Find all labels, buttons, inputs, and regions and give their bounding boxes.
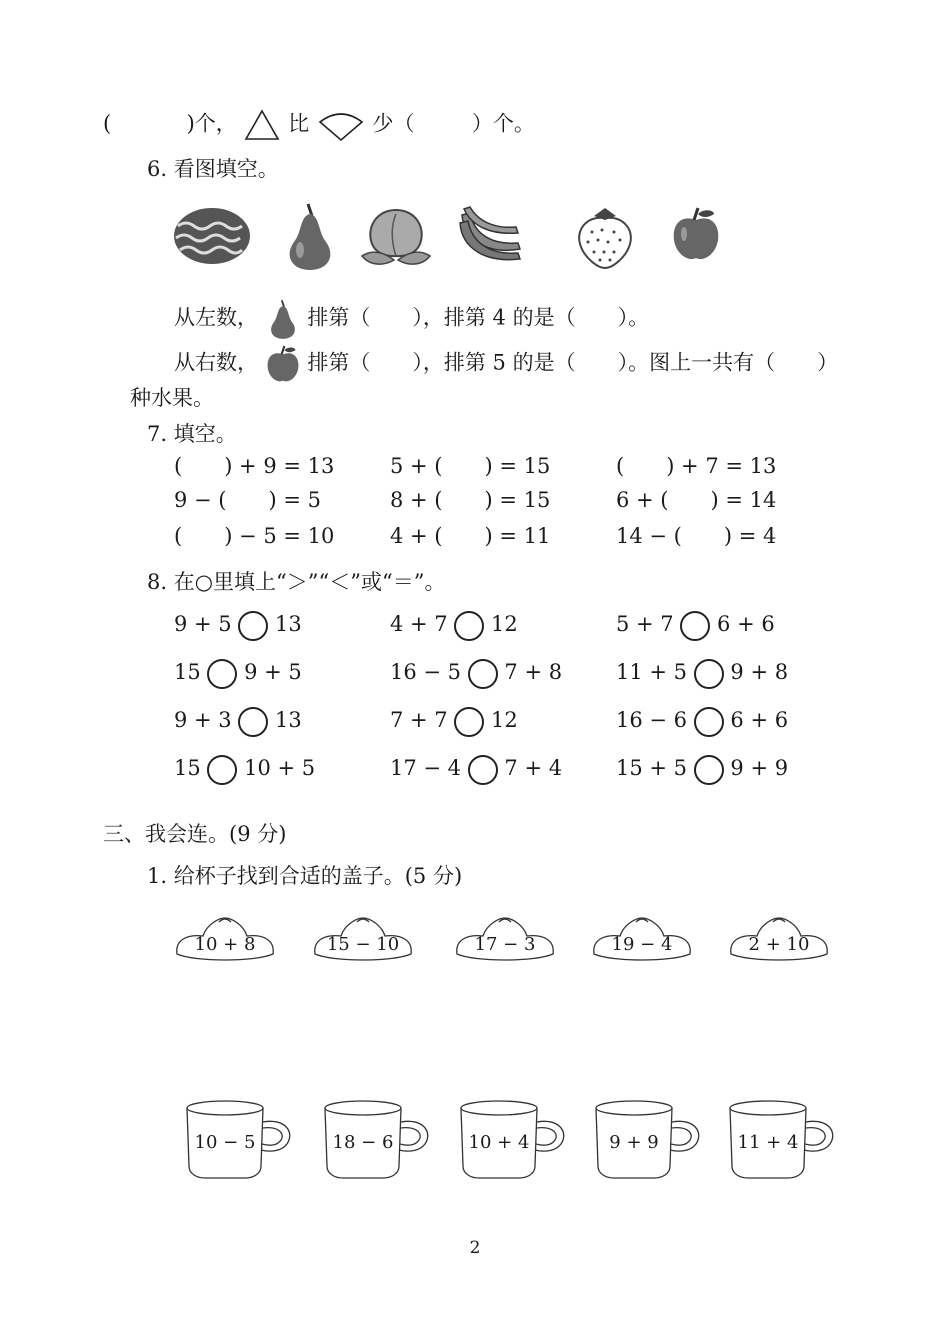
q8-right: 6 + 6 xyxy=(717,612,775,636)
compare-circle[interactable] xyxy=(694,755,724,785)
q8-left: 7 + 7 xyxy=(390,708,448,732)
q8-right: 12 xyxy=(491,708,518,732)
q7-r2c0: ( ) − 5 = 10 xyxy=(174,524,335,548)
q8-left: 15 xyxy=(174,660,201,684)
lid-label: 10 + 8 xyxy=(194,934,256,955)
compare-circle[interactable] xyxy=(468,755,498,785)
q6-title: 6. 看图填空。 xyxy=(147,157,279,181)
q8-right: 12 xyxy=(491,612,518,636)
q8-item xyxy=(390,754,562,785)
q7-r2c2: 14 − ( ) = 4 xyxy=(616,524,777,548)
q8-right: 9 + 8 xyxy=(730,660,789,684)
fan-shape-icon xyxy=(316,108,366,142)
q8-item xyxy=(390,610,518,641)
pear-icon xyxy=(282,200,338,272)
apple-icon xyxy=(670,206,722,262)
q8-item xyxy=(390,658,562,689)
banana-icon xyxy=(456,205,524,267)
q6-line1 xyxy=(174,298,649,340)
q8-right: 7 + 8 xyxy=(504,660,563,684)
q8-item xyxy=(390,706,518,737)
q6-line1-text: 排第（ ），排第 4 的是（ ）。 xyxy=(307,305,650,330)
apple-icon xyxy=(265,344,301,384)
paren-close-ge: )个， xyxy=(186,111,237,136)
q6-line2 xyxy=(174,344,838,384)
watermelon-icon xyxy=(172,206,252,266)
q8-left: 5 + 7 xyxy=(616,612,674,636)
q8-left: 9 + 3 xyxy=(174,708,232,732)
lid-label: 15 − 10 xyxy=(326,934,400,955)
section3-title: 三、我会连。(9 分) xyxy=(103,822,287,846)
pear-icon xyxy=(265,298,301,340)
q6-line1-prefix: 从左数， xyxy=(174,305,258,330)
compare-circle[interactable] xyxy=(694,707,724,737)
cup-label: 10 − 5 xyxy=(194,1132,256,1153)
lid-label: 19 − 4 xyxy=(611,934,673,955)
compare-circle[interactable] xyxy=(694,659,724,689)
q8-left: 9 + 5 xyxy=(174,612,232,636)
cup-label: 9 + 9 xyxy=(609,1132,659,1153)
q7-r0c2: ( ) + 7 = 13 xyxy=(616,454,777,478)
top-line xyxy=(103,108,535,142)
q7-r1c1: 8 + ( ) = 15 xyxy=(390,488,551,512)
peach-icon xyxy=(358,204,434,268)
q8-title: 8. 在○里填上“＞”“＜”或“＝”。 xyxy=(147,570,446,594)
q8-right: 9 + 9 xyxy=(730,756,789,780)
cup-label: 18 − 6 xyxy=(332,1132,394,1153)
q8-left: 11 + 5 xyxy=(616,660,688,684)
compare-circle[interactable] xyxy=(238,611,268,641)
q8-right: 13 xyxy=(275,612,302,636)
compare-circle[interactable] xyxy=(680,611,710,641)
paren-open: ( xyxy=(103,111,112,136)
q8-item xyxy=(616,706,788,737)
compare-circle[interactable] xyxy=(238,707,268,737)
compare-circle[interactable] xyxy=(207,659,237,689)
lid-label: 2 + 10 xyxy=(748,934,810,955)
q8-item xyxy=(174,706,302,737)
q8-right: 13 xyxy=(275,708,302,732)
q8-right: 10 + 5 xyxy=(244,756,316,780)
q7-r1c2: 6 + ( ) = 14 xyxy=(616,488,777,512)
q7-r1c0: 9 − ( ) = 5 xyxy=(174,488,321,512)
q6-line3: 种水果。 xyxy=(130,386,214,410)
q8-right: 6 + 6 xyxy=(730,708,789,732)
q6-line2-text: 排第（ ），排第 5 的是（ ）。图上一共有（ ） xyxy=(307,350,839,375)
q7-title: 7. 填空。 xyxy=(147,422,237,446)
q8-left: 15 xyxy=(174,756,201,780)
paren-close-ge-2: ）个。 xyxy=(471,111,535,136)
q8-item xyxy=(174,754,315,785)
q8-left: 16 − 6 xyxy=(616,708,688,732)
q7-r0c1: 5 + ( ) = 15 xyxy=(390,454,551,478)
cup-label: 10 + 4 xyxy=(468,1132,530,1153)
lid-label: 17 − 3 xyxy=(474,934,536,955)
q7-r2c1: 4 + ( ) = 11 xyxy=(390,524,551,548)
q8-item xyxy=(616,658,788,689)
q7-r0c0: ( ) + 9 = 13 xyxy=(174,454,335,478)
triangle-icon xyxy=(243,108,281,142)
compare-circle[interactable] xyxy=(454,707,484,737)
shao-text: 少（ xyxy=(372,111,415,136)
q8-item xyxy=(616,610,775,641)
q8-right: 7 + 4 xyxy=(504,756,563,780)
q8-left: 17 − 4 xyxy=(390,756,462,780)
compare-circle[interactable] xyxy=(454,611,484,641)
compare-circle[interactable] xyxy=(468,659,498,689)
q8-left: 16 − 5 xyxy=(390,660,462,684)
bi-text: 比 xyxy=(288,111,310,136)
compare-circle[interactable] xyxy=(207,755,237,785)
q8-item xyxy=(174,658,302,689)
q8-item xyxy=(616,754,788,785)
q6-line2-prefix: 从右数， xyxy=(174,350,258,375)
page-number: 2 xyxy=(469,1238,481,1258)
q8-right: 9 + 5 xyxy=(244,660,302,684)
section3-q1-title: 1. 给杯子找到合适的盖子。(5 分) xyxy=(147,864,463,888)
strawberry-icon xyxy=(574,204,636,270)
q8-item xyxy=(174,610,302,641)
q8-left: 15 + 5 xyxy=(616,756,688,780)
cup-label: 11 + 4 xyxy=(737,1132,799,1153)
q8-left: 4 + 7 xyxy=(390,612,448,636)
